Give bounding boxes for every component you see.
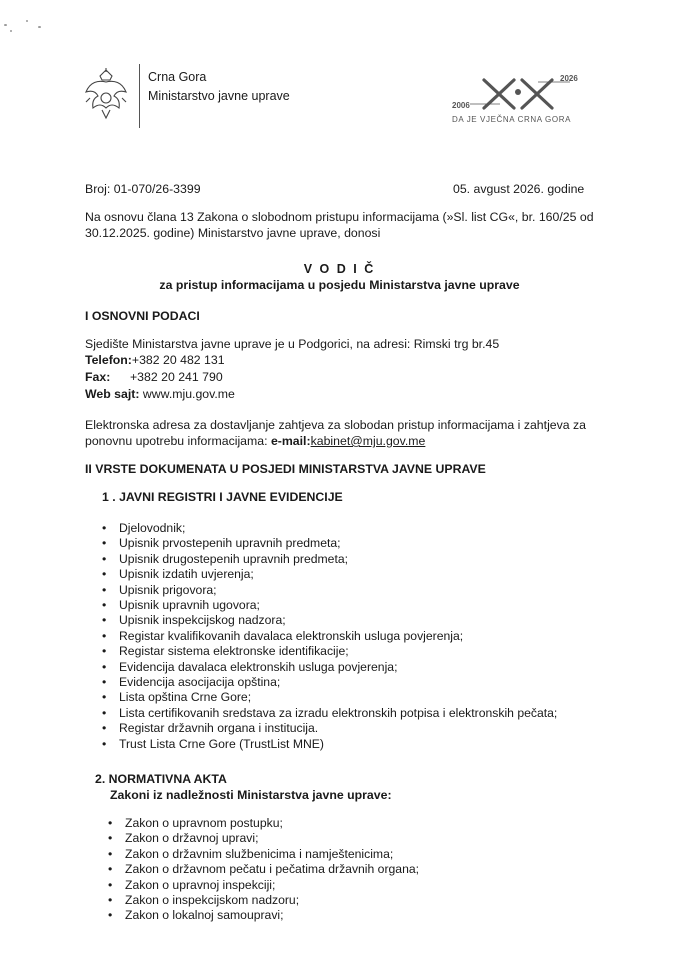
bullet-icon: • — [102, 598, 107, 613]
anniversary-motto: DA JE VJEČNA CRNA GORA — [452, 115, 572, 124]
ministry-address: Sjedište Ministarstva javne uprave je u Podgorici, na adresi: Rimski trg br.45 — [85, 337, 500, 351]
bullet-icon: • — [102, 536, 107, 551]
list-item-label: Lista opština Crne Gore; — [119, 690, 252, 705]
fax-value: +382 20 241 790 — [130, 370, 223, 384]
bullet-icon: • — [102, 690, 107, 705]
list-item — [102, 629, 557, 644]
header-ministry: Ministarstvo javne uprave — [148, 89, 290, 103]
document-reference: Broj: 01-070/26-3399 — [85, 182, 201, 196]
bullet-icon: • — [108, 831, 113, 846]
list-item-label: Zakon o upravnoj inspekciji; — [125, 877, 276, 892]
list-item-label: Lista certifikovanih sredstava za izradu elektronskih potpisa i elektronskih pečata; — [119, 705, 558, 720]
list-item — [108, 862, 419, 877]
header-divider — [139, 64, 140, 128]
list-item — [102, 583, 557, 598]
intro-line-2: 30.12.2025. godine) Ministarstvo javne uprave, donosi — [85, 226, 381, 240]
intro-line-1: Na osnovu člana 13 Zakona o slobodnom pristupu informacijama (»Sl. list CG«, br. 160/25 od — [85, 210, 594, 224]
phone-value: +382 20 482 131 — [131, 353, 225, 367]
list-item-label: Zakon o državnoj upravi; — [125, 831, 259, 846]
list-item-label: Evidencija asocijacija opština; — [119, 675, 281, 690]
bullet-icon: • — [108, 893, 113, 908]
bullet-icon: • — [108, 846, 113, 861]
email-line-2-prefix: ponovnu upotrebu informacijama: — [85, 434, 271, 448]
list-item — [102, 521, 557, 536]
bullet-icon: • — [108, 908, 113, 923]
section-2-heading: II VRSTE DOKUMENATA U POSJEDI MINISTARSTVA JAVNE UPRAVE — [85, 462, 486, 476]
header-country: Crna Gora — [148, 70, 207, 84]
registers-list — [102, 521, 557, 752]
fax-label: Fax: — [85, 370, 111, 384]
list-item-label: Djelovodnik; — [119, 521, 186, 535]
scan-speck — [4, 24, 7, 26]
email-line-2 — [85, 434, 425, 449]
list-item — [102, 552, 557, 567]
email-link[interactable]: kabinet@mju.gov.me — [310, 434, 426, 448]
list-item — [102, 690, 557, 705]
list-item-label: Registar kvalifikovanih davalaca elektronskih usluga povjerenja; — [119, 628, 464, 643]
bullet-icon: • — [108, 877, 113, 892]
list-item-label: Zakon o državnom pečatu i pečatima državnih organa; — [125, 862, 420, 877]
list-item-label: Zakon o inspekcijskom nadzoru; — [125, 893, 300, 908]
bullet-icon: • — [102, 721, 107, 736]
list-item-label: Zakon o lokalnoj samoupravi; — [125, 908, 284, 923]
list-item-label: Upisnik inspekcijskog nadzora; — [119, 613, 286, 628]
contact-web — [85, 387, 235, 402]
list-item — [108, 878, 419, 893]
list-item-label: Evidencija davalaca elektronskih usluga povjerenja; — [119, 659, 398, 674]
bullet-icon: • — [102, 659, 107, 674]
list-item — [102, 567, 557, 582]
web-label: Web sajt: — [85, 387, 140, 401]
contact-phone — [85, 353, 225, 368]
bullet-icon: • — [102, 675, 107, 690]
list-item — [102, 536, 557, 551]
registers-heading: 1 . JAVNI REGISTRI I JAVNE EVIDENCIJE — [102, 490, 343, 504]
list-item — [102, 598, 557, 613]
list-item — [108, 908, 419, 923]
document-date: 05. avgust 2026. godine — [453, 182, 585, 196]
scan-speck — [38, 26, 41, 28]
laws-list — [108, 816, 419, 924]
anniversary-year-start: 2006 — [452, 101, 470, 110]
bullet-icon: • — [102, 736, 107, 751]
list-item — [102, 721, 557, 736]
list-item — [102, 660, 557, 675]
list-item — [108, 831, 419, 846]
list-item — [102, 675, 557, 690]
bullet-icon: • — [108, 862, 113, 877]
bullet-icon: • — [102, 567, 107, 582]
list-item — [108, 893, 419, 908]
list-item-label: Trust Lista Crne Gore (TrustList MNE) — [119, 736, 324, 751]
web-link[interactable]: www.mju.gov.me — [142, 387, 235, 401]
email-line-1: Elektronska adresa za dostavljanje zahtjeva za slobodan pristup informacijama i zahtjeva za — [85, 418, 587, 432]
bullet-icon: • — [102, 644, 107, 659]
bullet-icon: • — [102, 551, 107, 566]
list-item — [102, 737, 557, 752]
bullet-icon: • — [108, 816, 113, 830]
laws-subheading: Zakoni iz nadležnosti Ministarstva javne uprave: — [110, 788, 392, 802]
bullet-icon: • — [102, 705, 107, 720]
anniversary-year-end: 2026 — [560, 74, 578, 83]
list-item-label: Upisnik prigovora; — [119, 582, 217, 597]
section-1-heading: I OSNOVNI PODACI — [85, 309, 200, 323]
list-item-label: Zakon o upravnom postupku; — [125, 816, 283, 830]
normative-acts-heading: 2. NORMATIVNA AKTA — [95, 772, 227, 786]
page-subtitle: za pristup informacijama u posjedu Ministarstva javne uprave — [159, 278, 520, 292]
list-item — [108, 816, 419, 831]
scan-speck — [26, 20, 28, 22]
coat-of-arms-icon — [84, 68, 128, 120]
list-item — [102, 706, 557, 721]
list-item-label: Zakon o državnim službenicima i namještenicima; — [125, 846, 394, 861]
scan-speck — [10, 30, 12, 32]
list-item-label: Registar sistema elektronske identifikacije; — [119, 644, 349, 659]
list-item-label: Upisnik izdatih uvjerenja; — [119, 567, 254, 582]
bullet-icon: • — [102, 628, 107, 643]
email-label: e-mail: — [270, 434, 311, 448]
list-item-label: Upisnik prvostepenih upravnih predmeta; — [119, 536, 341, 551]
list-item-label: Upisnik drugostepenih upravnih predmeta; — [119, 551, 348, 566]
list-item-label: Registar državnih organa i institucija. — [119, 721, 319, 736]
contact-fax — [85, 370, 223, 385]
page-title: V O D I Č — [303, 262, 376, 276]
list-item — [102, 644, 557, 659]
bullet-icon: • — [102, 521, 107, 535]
bullet-icon: • — [102, 613, 107, 628]
phone-label: Telefon: — [85, 353, 132, 367]
list-item — [108, 847, 419, 862]
list-item-label: Upisnik upravnih ugovora; — [119, 598, 260, 613]
bullet-icon: • — [102, 582, 107, 597]
list-item — [102, 613, 557, 628]
